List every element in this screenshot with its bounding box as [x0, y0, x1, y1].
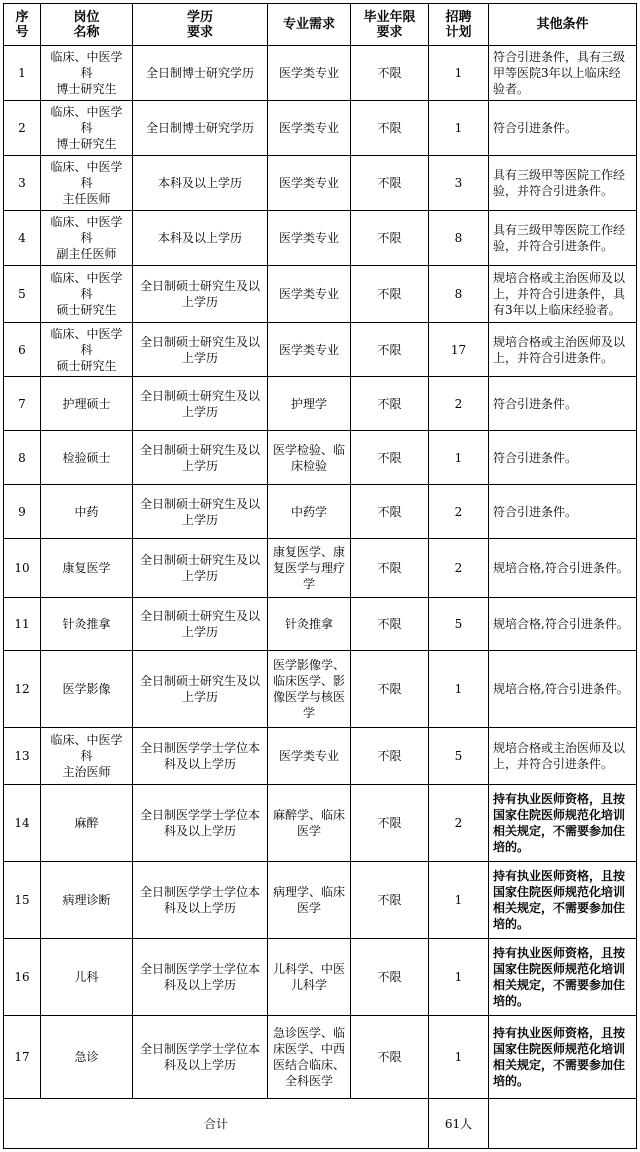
- cell-post: 临床、中医学科 博士研究生: [41, 101, 133, 156]
- cell-major: 儿科学、中医儿科学: [268, 939, 351, 1016]
- cell-education: 全日制硕士研究生及以上学历: [133, 431, 268, 485]
- cell-education: 全日制硕士研究生及以上学历: [133, 485, 268, 539]
- cell-major: 医学类专业: [268, 101, 351, 156]
- cell-post: 临床、中医学科 副主任医师: [41, 211, 133, 266]
- table-row: [4, 728, 637, 785]
- cell-graduation-year: 不限: [351, 377, 429, 431]
- header-major: 专业需求: [268, 4, 351, 46]
- cell-major: 病理学、临床医学: [268, 862, 351, 939]
- table-body: [4, 46, 637, 1099]
- header-post: 岗位 名称: [41, 4, 133, 46]
- cell-no: 17: [4, 1016, 41, 1099]
- table-row: [4, 46, 637, 101]
- cell-graduation-year: 不限: [351, 539, 429, 598]
- cell-plan: 3: [429, 156, 489, 211]
- cell-no: 7: [4, 377, 41, 431]
- cell-major: 医学类专业: [268, 156, 351, 211]
- cell-no: 6: [4, 323, 41, 377]
- cell-no: 5: [4, 266, 41, 323]
- cell-plan: 1: [429, 1016, 489, 1099]
- cell-other-conditions: 规培合格或主治医师及以上，并符合引进条件。: [489, 728, 637, 785]
- table-row: [4, 431, 637, 485]
- cell-no: 11: [4, 598, 41, 651]
- cell-education: 全日制硕士研究生及以上学历: [133, 377, 268, 431]
- cell-education: 全日制硕士研究生及以上学历: [133, 323, 268, 377]
- table-row: [4, 651, 637, 728]
- cell-no: 3: [4, 156, 41, 211]
- cell-graduation-year: 不限: [351, 485, 429, 539]
- cell-plan: 2: [429, 485, 489, 539]
- cell-post: 临床、中医学科 硕士研究生: [41, 323, 133, 377]
- cell-education: 全日制硕士研究生及以上学历: [133, 539, 268, 598]
- cell-graduation-year: 不限: [351, 939, 429, 1016]
- cell-education: 本科及以上学历: [133, 156, 268, 211]
- cell-plan: 2: [429, 539, 489, 598]
- cell-post: 中药: [41, 485, 133, 539]
- cell-major: 医学检验、临床检验: [268, 431, 351, 485]
- cell-plan: 2: [429, 377, 489, 431]
- table-row: [4, 485, 637, 539]
- cell-other-conditions: 符合引进条件。: [489, 485, 637, 539]
- total-plan: 61人: [429, 1099, 489, 1149]
- cell-post: 病理诊断: [41, 862, 133, 939]
- cell-graduation-year: 不限: [351, 211, 429, 266]
- header-row: [4, 4, 637, 46]
- table-row: [4, 266, 637, 323]
- cell-graduation-year: 不限: [351, 46, 429, 101]
- cell-graduation-year: 不限: [351, 1016, 429, 1099]
- cell-plan: 5: [429, 728, 489, 785]
- cell-education: 全日制博士研究学历: [133, 46, 268, 101]
- cell-post: 检验硕士: [41, 431, 133, 485]
- cell-plan: 17: [429, 323, 489, 377]
- header-graduation-year: 毕业年限 要求: [351, 4, 429, 46]
- cell-post: 临床、中医学科 主治医师: [41, 728, 133, 785]
- cell-major: 医学类专业: [268, 266, 351, 323]
- cell-other-conditions: 符合引进条件。: [489, 377, 637, 431]
- table-row: [4, 598, 637, 651]
- cell-other-conditions: 持有执业医师资格，且按国家住院医师规范化培训相关规定，不需要参加住培的。: [489, 862, 637, 939]
- cell-plan: 2: [429, 785, 489, 862]
- cell-graduation-year: 不限: [351, 156, 429, 211]
- cell-graduation-year: 不限: [351, 862, 429, 939]
- cell-other-conditions: 具有三级甲等医院工作经验，并符合引进条件。: [489, 211, 637, 266]
- cell-no: 8: [4, 431, 41, 485]
- cell-other-conditions: 符合引进条件。: [489, 431, 637, 485]
- total-row: [4, 1099, 637, 1149]
- cell-graduation-year: 不限: [351, 266, 429, 323]
- cell-no: 16: [4, 939, 41, 1016]
- total-label: 合计: [4, 1099, 429, 1149]
- cell-post: 针灸推拿: [41, 598, 133, 651]
- cell-no: 15: [4, 862, 41, 939]
- cell-other-conditions: 规培合格或主治医师及以上，并符合引进条件，具有3年以上临床经验者。: [489, 266, 637, 323]
- cell-education: 全日制硕士研究生及以上学历: [133, 651, 268, 728]
- table-row: [4, 211, 637, 266]
- cell-plan: 1: [429, 101, 489, 156]
- cell-post: 临床、中医学科 硕士研究生: [41, 266, 133, 323]
- header-education: 学历 要求: [133, 4, 268, 46]
- cell-major: 麻醉学、临床医学: [268, 785, 351, 862]
- cell-education: 全日制医学学士学位本科及以上学历: [133, 728, 268, 785]
- cell-post: 临床、中医学科 博士研究生: [41, 46, 133, 101]
- cell-education: 全日制医学学士学位本科及以上学历: [133, 862, 268, 939]
- cell-post: 医学影像: [41, 651, 133, 728]
- cell-education: 全日制医学学士学位本科及以上学历: [133, 939, 268, 1016]
- cell-plan: 1: [429, 46, 489, 101]
- cell-major: 中药学: [268, 485, 351, 539]
- cell-no: 2: [4, 101, 41, 156]
- table-row: [4, 156, 637, 211]
- cell-plan: 8: [429, 266, 489, 323]
- cell-post: 麻醉: [41, 785, 133, 862]
- cell-other-conditions: 规培合格,符合引进条件。: [489, 651, 637, 728]
- cell-graduation-year: 不限: [351, 431, 429, 485]
- cell-other-conditions: 规培合格,符合引进条件。: [489, 539, 637, 598]
- cell-other-conditions: 符合引进条件。: [489, 101, 637, 156]
- cell-post: 护理硕士: [41, 377, 133, 431]
- cell-major: 医学类专业: [268, 323, 351, 377]
- header-plan: 招聘 计划: [429, 4, 489, 46]
- cell-other-conditions: 持有执业医师资格，且按国家住院医师规范化培训相关规定，不需要参加住培的。: [489, 939, 637, 1016]
- cell-other-conditions: 具有三级甲等医院工作经验，并符合引进条件。: [489, 156, 637, 211]
- cell-major: 医学类专业: [268, 46, 351, 101]
- cell-plan: 1: [429, 431, 489, 485]
- cell-graduation-year: 不限: [351, 101, 429, 156]
- cell-post: 儿科: [41, 939, 133, 1016]
- cell-graduation-year: 不限: [351, 728, 429, 785]
- cell-plan: 1: [429, 939, 489, 1016]
- table-row: [4, 539, 637, 598]
- cell-no: 13: [4, 728, 41, 785]
- cell-no: 14: [4, 785, 41, 862]
- cell-plan: 1: [429, 651, 489, 728]
- cell-graduation-year: 不限: [351, 598, 429, 651]
- cell-plan: 5: [429, 598, 489, 651]
- cell-no: 10: [4, 539, 41, 598]
- cell-education: 全日制医学学士学位本科及以上学历: [133, 1016, 268, 1099]
- cell-education: 全日制硕士研究生及以上学历: [133, 266, 268, 323]
- table-row: [4, 323, 637, 377]
- cell-major: 急诊医学、临床医学、中西医结合临床、全科医学: [268, 1016, 351, 1099]
- cell-education: 全日制硕士研究生及以上学历: [133, 598, 268, 651]
- cell-other-conditions: 符合引进条件，具有三级甲等医院3年以上临床经验者。: [489, 46, 637, 101]
- total-empty-cell: [489, 1099, 637, 1149]
- cell-graduation-year: 不限: [351, 323, 429, 377]
- cell-other-conditions: 持有执业医师资格，且按国家住院医师规范化培训相关规定，不需要参加住培的。: [489, 785, 637, 862]
- cell-no: 4: [4, 211, 41, 266]
- table-row: [4, 939, 637, 1016]
- table-row: [4, 785, 637, 862]
- header-other-conditions: 其他条件: [489, 4, 637, 46]
- cell-major: 康复医学、康复医学与理疗学: [268, 539, 351, 598]
- table-row: [4, 101, 637, 156]
- table-row: [4, 862, 637, 939]
- cell-post: 急诊: [41, 1016, 133, 1099]
- cell-post: 临床、中医学科 主任医师: [41, 156, 133, 211]
- cell-education: 全日制医学学士学位本科及以上学历: [133, 785, 268, 862]
- cell-major: 针灸推拿: [268, 598, 351, 651]
- cell-post: 康复医学: [41, 539, 133, 598]
- cell-other-conditions: 规培合格,符合引进条件。: [489, 598, 637, 651]
- cell-other-conditions: 持有执业医师资格，且按国家住院医师规范化培训相关规定，不需要参加住培的。: [489, 1016, 637, 1099]
- cell-plan: 1: [429, 862, 489, 939]
- cell-education: 全日制博士研究学历: [133, 101, 268, 156]
- cell-education: 本科及以上学历: [133, 211, 268, 266]
- table-row: [4, 1016, 637, 1099]
- cell-no: 12: [4, 651, 41, 728]
- cell-other-conditions: 规培合格或主治医师及以上，并符合引进条件。: [489, 323, 637, 377]
- cell-major: 医学类专业: [268, 211, 351, 266]
- cell-no: 9: [4, 485, 41, 539]
- cell-graduation-year: 不限: [351, 785, 429, 862]
- cell-major: 护理学: [268, 377, 351, 431]
- table-row: [4, 377, 637, 431]
- header-no: 序 号: [4, 4, 41, 46]
- cell-no: 1: [4, 46, 41, 101]
- cell-major: 医学类专业: [268, 728, 351, 785]
- cell-plan: 8: [429, 211, 489, 266]
- cell-major: 医学影像学、临床医学、影像医学与核医学: [268, 651, 351, 728]
- cell-graduation-year: 不限: [351, 651, 429, 728]
- recruitment-table: [3, 3, 637, 1149]
